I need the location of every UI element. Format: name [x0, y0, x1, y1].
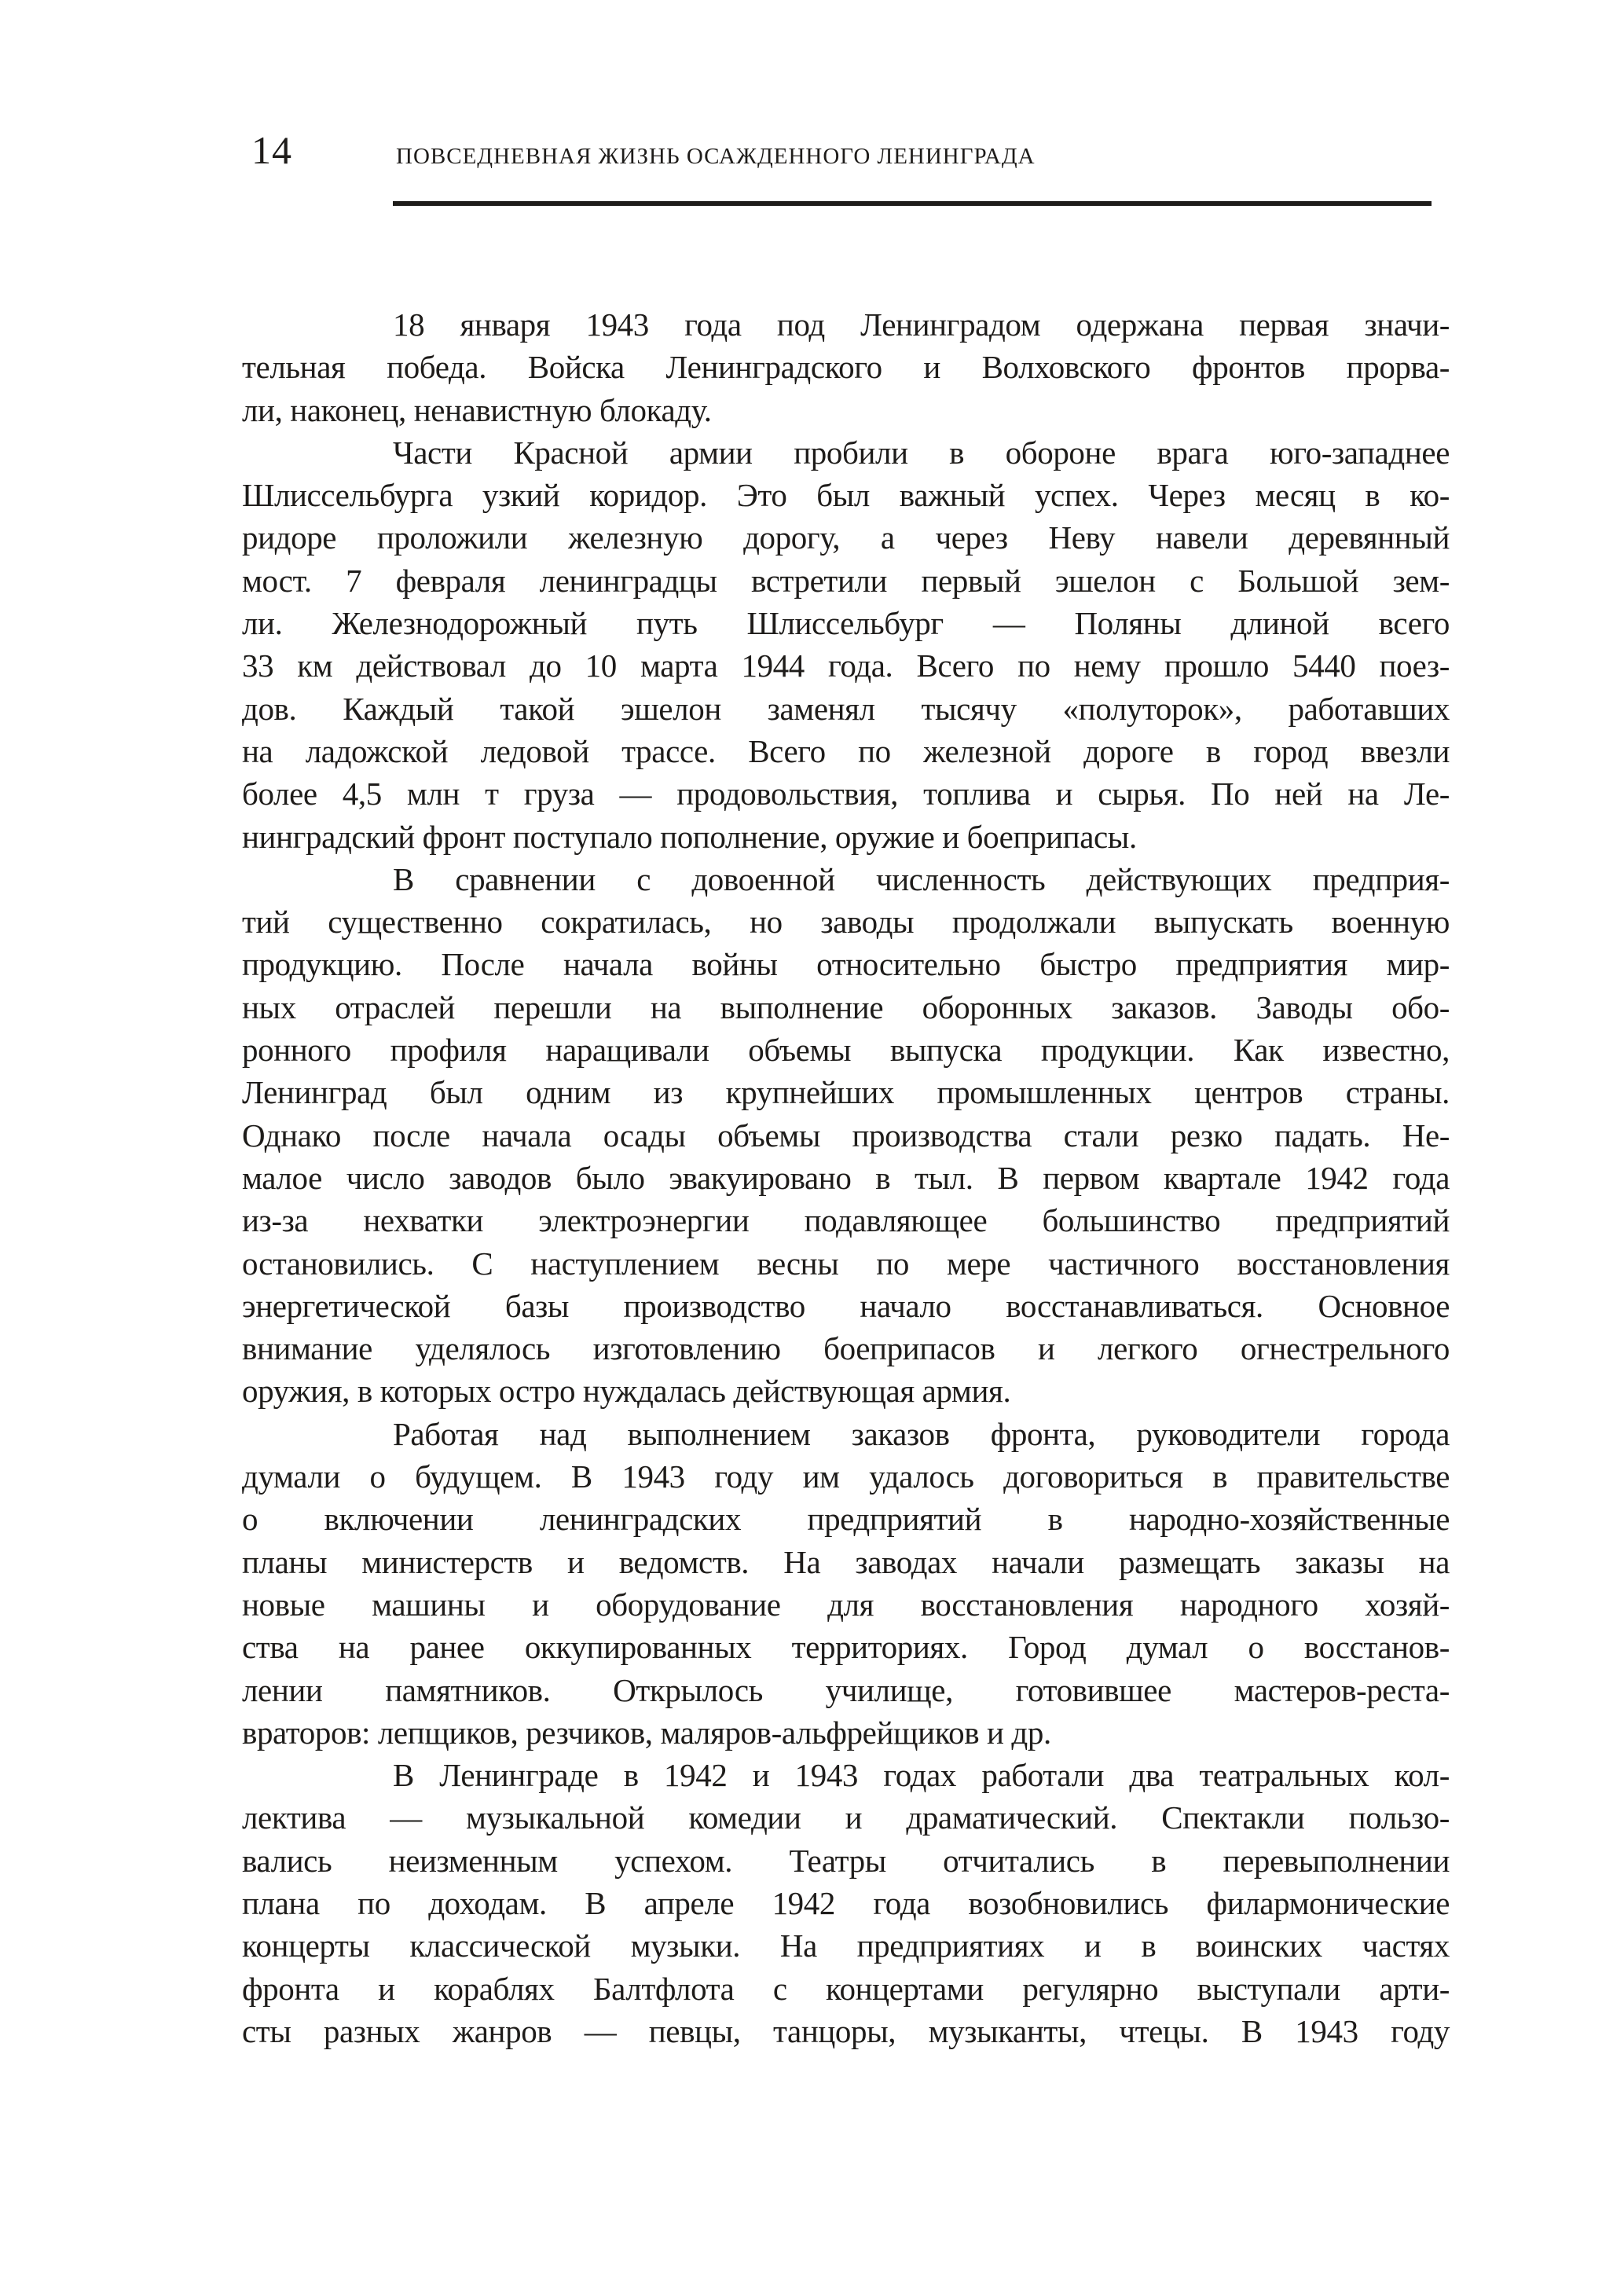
text-line: Части Красной армии пробили в обороне врага юго-западнее: [393, 434, 1450, 471]
text-line: Однако после начала осады объемы производства стали резко падать. Не-: [242, 1117, 1450, 1154]
text-line: лении памятников. Открылось училище, готовившее мастеров-реста-: [242, 1671, 1450, 1708]
text-line: лектива — музыкальной комедии и драматический. Спектакли пользо-: [242, 1799, 1450, 1836]
running-header-title: ПОВСЕДНЕВНАЯ ЖИЗНЬ ОСАЖДЕННОГО ЛЕНИНГРАДА: [396, 144, 1036, 169]
text-line: внимание уделялось изготовлению боеприпасов и легкого огнестрельного: [242, 1330, 1450, 1367]
text-line: Ленинград был одним из крупнейших промышленных центров страны.: [242, 1074, 1450, 1111]
text-line: 33 км действовал до 10 марта 1944 года. Всего по нему прошло 5440 поез-: [242, 647, 1450, 684]
text-line: думали о будущем. В 1943 году им удалось договориться в правительстве: [242, 1458, 1450, 1495]
text-line: сты разных жанров — певцы, танцоры, музыканты, чтецы. В 1943 году: [242, 2012, 1450, 2049]
text-line: Работая над выполнением заказов фронта, руководители города: [393, 1415, 1450, 1452]
text-line: ли, наконец, ненавистную блокаду.: [242, 391, 712, 428]
text-line: ства на ранее оккупированных территориях. Город думал о восстанов-: [242, 1629, 1450, 1666]
text-line: ли. Железнодорожный путь Шлиссельбург — Поляны длиной всего: [242, 605, 1450, 642]
text-line: более 4,5 млн т груза — продовольствия, топлива и сырья. По ней на Ле-: [242, 776, 1450, 812]
text-line: 18 января 1943 года под Ленинградом одержана первая значи-: [393, 306, 1450, 343]
text-line: на ладожской ледовой трассе. Всего по железной дороге в город ввезли: [242, 732, 1450, 769]
text-line: В Ленинграде в 1942 и 1943 годах работали два театральных кол-: [393, 1757, 1450, 1794]
text-line: мост. 7 февраля ленинградцы встретили первый эшелон с Большой зем-: [242, 562, 1450, 599]
text-line: новые машины и оборудование для восстановления народного хозяй-: [242, 1586, 1450, 1623]
text-line: малое число заводов было эвакуировано в тыл. В первом квартале 1942 года: [242, 1159, 1450, 1196]
text-line: вались неизменным успехом. Театры отчитались в перевыполнении: [242, 1842, 1450, 1879]
header-rule: [393, 201, 1432, 206]
text-line: ных отраслей перешли на выполнение оборонных заказов. Заводы обо-: [242, 988, 1450, 1025]
body-text: [242, 303, 1450, 2052]
page-number: 14: [251, 128, 292, 172]
text-line: о включении ленинградских предприятий в народно-хозяйственные: [242, 1501, 1450, 1538]
text-line: Шлиссельбурга узкий коридор. Это был важный успех. Через месяц в ко-: [242, 477, 1450, 514]
text-line: энергетической базы производство начало восстанавливаться. Основное: [242, 1287, 1450, 1324]
text-line: ридоре проложили железную дорогу, а через Неву навели деревянный: [242, 519, 1450, 556]
text-line: дов. Каждый такой эшелон заменял тысячу «полуторок», работавших: [242, 690, 1450, 727]
text-line: ронного профиля наращивали объемы выпуска продукции. Как известно,: [242, 1032, 1450, 1069]
text-line: планы министерств и ведомств. На заводах начали размещать заказы на: [242, 1543, 1450, 1580]
text-line: фронта и кораблях Балтфлота с концертами регулярно выступали арти-: [242, 1970, 1450, 2007]
text-line: нинградский фронт поступало пополнение, оружие и боеприпасы.: [242, 818, 1137, 855]
text-line: тий существенно сократилась, но заводы продолжали выпускать военную: [242, 904, 1450, 941]
text-line: В сравнении с довоенной численность действующих предприя-: [393, 860, 1450, 897]
text-line: концерты классической музыки. На предприятиях и в воинских частях: [242, 1927, 1450, 1964]
text-line: оружия, в которых остро нуждалась действующая армия.: [242, 1373, 1011, 1410]
text-line: остановились. С наступлением весны по мере частичного восстановления: [242, 1245, 1450, 1282]
text-line: враторов: лепщиков, резчиков, маляров-альфрейщиков и др.: [242, 1714, 1051, 1751]
text-line: продукцию. После начала войны относительно быстро предприятия мир-: [242, 946, 1450, 983]
text-line: плана по доходам. В апреле 1942 года возобновились филармонические: [242, 1884, 1450, 1921]
text-line: из-за нехватки электроэнергии подавляющее большинство предприятий: [242, 1202, 1450, 1239]
text-line: тельная победа. Войска Ленинградского и Волховского фронтов прорва-: [242, 349, 1450, 386]
